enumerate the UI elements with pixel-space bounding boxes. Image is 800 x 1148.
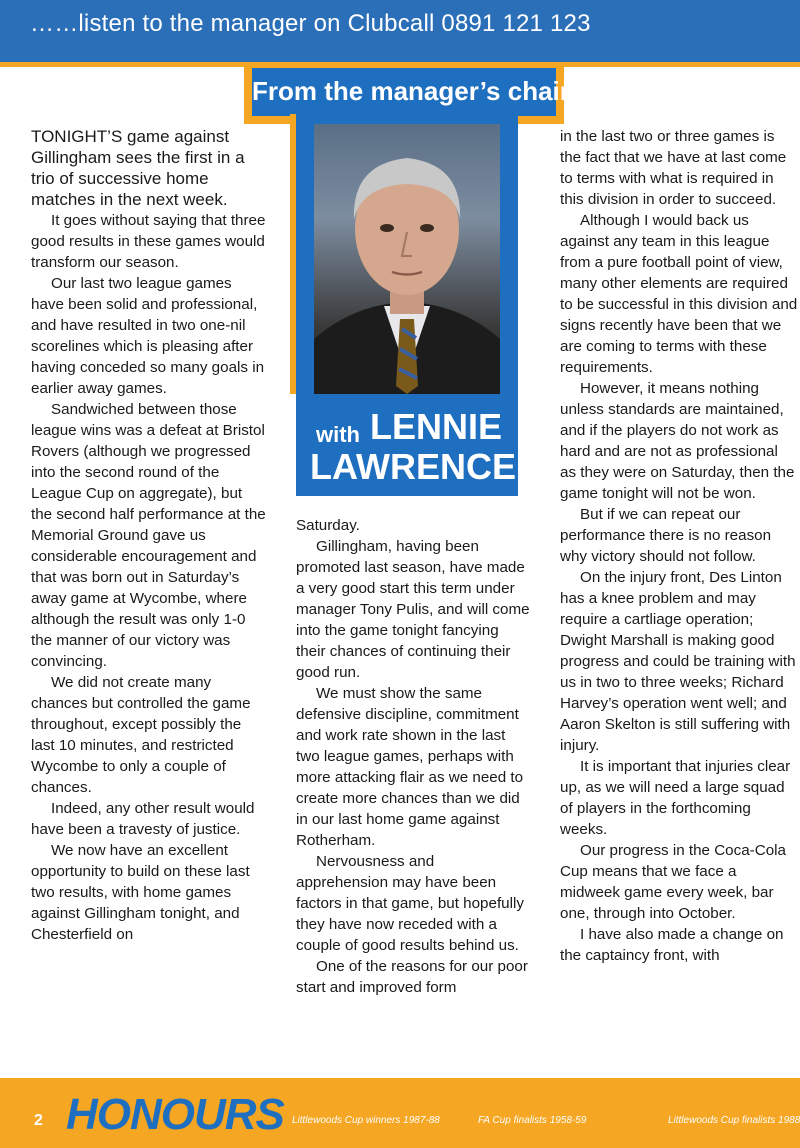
paragraph: We did not create many chances but controlled the game throughout, except possibly the last 10 minutes, and restricted Wycombe to only a couple of chances. xyxy=(31,674,251,796)
footer-bar xyxy=(0,1078,800,1148)
paragraph: We must show the same defensive discipline, commitment and work rate shown in the last two league games, perhaps with more attacking flair as we need to create more chances than we did in our last home game against Rotherham. xyxy=(296,685,524,849)
honour-item: Littlewoods Cup winners 1987-88 xyxy=(292,1115,440,1126)
top-banner xyxy=(0,0,800,62)
clubcall-banner-text: ……listen to the manager on Clubcall 0891 121 123 xyxy=(30,10,591,37)
heading-box xyxy=(252,68,570,116)
paragraph: One of the reasons for our poor start and improved form xyxy=(296,958,528,996)
page-title: From the manager’s chair xyxy=(252,76,570,106)
honour-item: FA Cup finalists 1958-59 xyxy=(478,1115,587,1126)
paragraph: Our progress in the Coca-Cola Cup means that we face a midweek game every week, bar one, through into October. xyxy=(560,842,786,922)
paragraph: TONIGHT’S game against Gillingham sees the first in a trio of successive home matches in the next week. xyxy=(31,127,245,209)
paragraph: Gillingham, having been promoted last season, have made a very good start this term under manager Tony Pulis, and will come into the game tonight fancying their chances of continuing their good run. xyxy=(296,538,530,681)
paragraph: It goes without saying that three good results in these games would transform our season. xyxy=(31,212,266,271)
paragraph: On the injury front, Des Linton has a knee problem and may require a cartliage operation; Dwight Marshall is making good progress and could be training with us in two to three weeks; Richard Harvey’s operation went well; and Aaron Skelton is still suffering with injury. xyxy=(560,569,796,754)
byline xyxy=(296,396,518,496)
byline-with: with xyxy=(316,422,360,447)
paragraph: Nervousness and apprehension may have been factors in that game, but hopefully they have now receded with a couple of good results behind us. xyxy=(296,853,524,954)
paragraph: Indeed, any other result would have been a travesty of justice. xyxy=(31,800,255,838)
paragraph: Saturday. xyxy=(296,517,360,534)
byline-first-name: LENNIE xyxy=(370,406,503,447)
article-column-3 xyxy=(560,126,798,966)
honour-item: Littlewoods Cup finalists 1988 xyxy=(668,1115,800,1126)
photo-panel xyxy=(296,114,518,496)
paragraph: I have also made a change on the captaincy front, with xyxy=(560,926,784,964)
paragraph: in the last two or three games is the fact that we have at last come to terms with what is required in this division in order to succeed. xyxy=(560,128,787,208)
paragraph: But if we can repeat our performance there is no reason why victory should not follow. xyxy=(560,506,772,565)
article-column-1 xyxy=(31,126,267,945)
paragraph: Our last two league games have been solid and professional, and have resulted in two one-nil scorelines which is pleasing after having conceded so many goals in earlier away games. xyxy=(31,275,265,397)
byline-last-name: LAWRENCE xyxy=(310,446,516,487)
honours-logo: HONOURS xyxy=(66,1090,284,1139)
manager-portrait xyxy=(314,124,500,394)
paragraph: It is important that injuries clear up, as we will need a large squad of players in the forthcoming weeks. xyxy=(560,758,791,838)
page-number: 2 xyxy=(34,1112,43,1129)
article-column-2 xyxy=(296,515,530,998)
paragraph: Although I would back us against any team in this league from a pure football point of view, many other elements are required to be successful in this division and signs recently have been that we are coming to terms with these requirements. xyxy=(560,212,798,376)
paragraph: Sandwiched between those league wins was a defeat at Bristol Rovers (although we progressed into the second round of the League Cup on aggregate), but the second half performance at the Memorial Ground gave us considerable encouragement and that was born out in Saturday’s away game at Wycombe, where although the result was only 1-0 the manner of our victory was convincing. xyxy=(31,401,266,670)
portrait-illustration xyxy=(314,124,500,394)
paragraph: We now have an excellent opportunity to build on these last two results, with home games against Gillingham tonight, and Chesterfield on xyxy=(31,842,250,943)
paragraph: However, it means nothing unless standards are maintained, and if the players do not work as hard and are not as professional as they were on Saturday, then the game tonight will not be won. xyxy=(560,380,795,502)
